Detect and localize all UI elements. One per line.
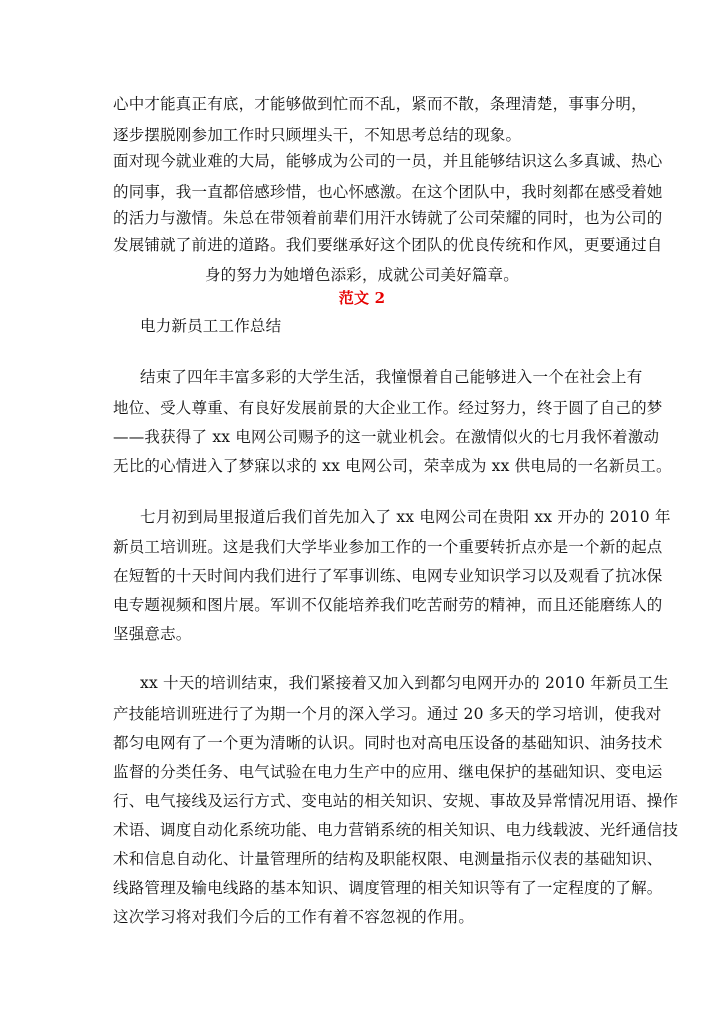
intro-line-centered: 身的努力为她增色添彩，成就公司美好篇章。 [204,266,519,284]
paragraph-line: 七月初到局里报道后我们首先加入了 xx 电网公司在贵阳 xx 开办的 2010 年 [140,508,671,526]
intro-line: 面对现今就业难的大局，能够成为公司的一员，并且能够结识这么多真诚、热心 [113,152,663,170]
paragraph-line: 坚强意志。 [113,625,192,643]
document-subtitle: 电力新员工工作总结 [140,317,282,335]
paragraph-line: 无比的心情进入了梦寐以求的 xx 电网公司，荣幸成为 xx 供电局的一名新员工。 [113,457,672,475]
paragraph-line: 产技能培训班进行了为期一个月的深入学习。通过 20 多天的学习培训，使我对 [113,705,662,723]
paragraph-line: 在短暂的十天时间内我们进行了军事训练、电网专业知识学习以及观看了抗冰保 [113,567,663,585]
paragraph-line: 术和信息自动化、计量管理所的结构及职能权限、电测量指示仪表的基础知识、 [113,850,663,868]
paragraph-line: 都匀电网有了一个更为清晰的认识。同时也对高电压设备的基础知识、油务技术 [113,734,663,752]
paragraph-line: 监督的分类任务、电气试验在电力生产中的应用、继电保护的基础知识、变电运 [113,763,663,781]
paragraph-line: 这次学习将对我们今后的工作有着不容忽视的作用。 [113,908,475,926]
intro-line: 逐步摆脱刚参加工作时只顾埋头干，不知思考总结的现象。 [113,126,522,144]
paragraph-line: 术语、调度自动化系统功能、电力营销系统的相关知识、电力线载波、光纤通信技 [113,821,679,839]
paragraph-line: ——我获得了 xx 电网公司赐予的这一就业机会。在激情似火的七月我怀着激动 [113,428,660,446]
section-heading: 范文 2 [338,289,386,307]
paragraph-line: 行、电气接线及运行方式、变电站的相关知识、安规、事故及异常情况用语、操作 [113,792,679,810]
intro-line: 心中才能真正有底，才能够做到忙而不乱，紧而不散，条理清楚，事事分明， [113,95,647,113]
paragraph-line: xx 十天的培训结束，我们紧接着又加入到都匀电网开办的 2010 年新员工生 [140,674,669,692]
paragraph-line: 地位、受人尊重、有良好发展前景的大企业工作。经过努力，终于圆了自己的梦 [113,399,663,417]
paragraph-line: 电专题视频和图片展。军训不仅能培养我们吃苦耐劳的精神，而且还能磨练人的 [113,596,663,614]
intro-line: 的活力与激情。朱总在带领着前辈们用汗水铸就了公司荣耀的同时，也为公司的 [113,209,663,227]
intro-line: 发展铺就了前进的道路。我们要继承好这个团队的优良传统和作风，更要通过自 [113,236,663,254]
intro-line: 的同事，我一直都倍感珍惜，也心怀感激。在这个团队中，我时刻都在感受着她 [113,183,663,201]
paragraph-line: 新员工培训班。这是我们大学毕业参加工作的一个重要转折点亦是一个新的起点 [113,538,663,556]
paragraph-line: 线路管理及输电线路的基本知识、调度管理的相关知识等有了一定程度的了解。 [113,879,663,897]
paragraph-line: 结束了四年丰富多彩的大学生活，我憧憬着自己能够进入一个在社会上有 [140,368,643,386]
